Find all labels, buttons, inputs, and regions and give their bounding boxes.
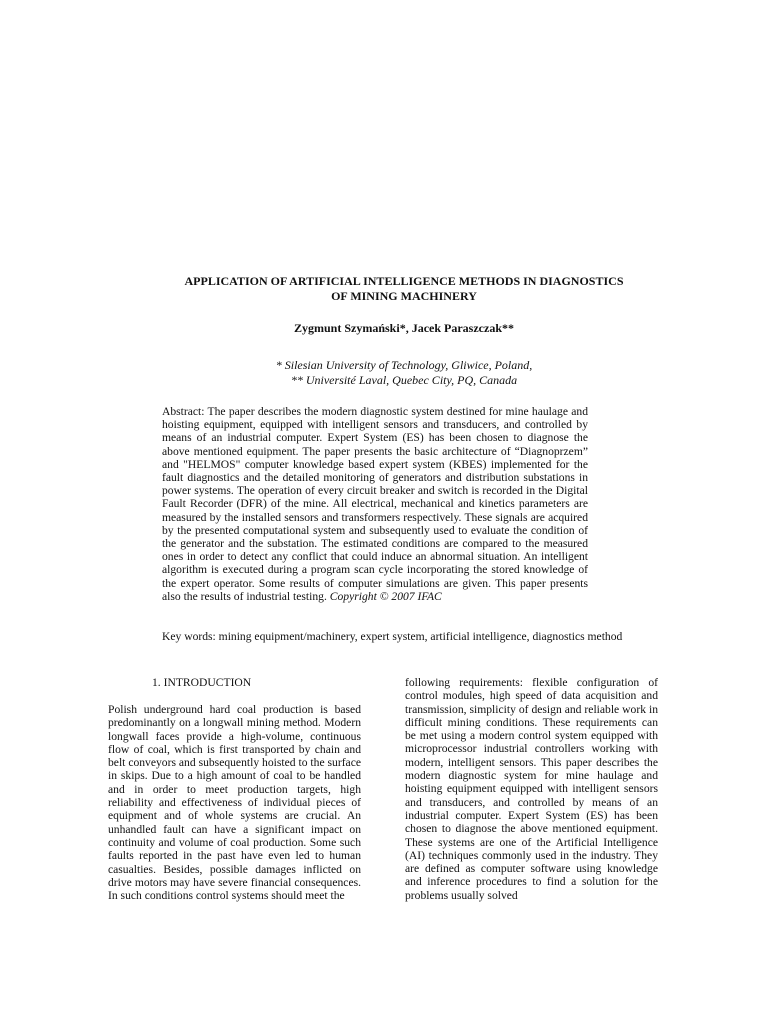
author-affiliations [130, 358, 678, 388]
introduction-text-right: following requirements: flexible configuration of control modules, high speed of data acquisition and transmission, simplicity of design and reliable work in difficult mining conditions. These requirements can be met using a modern control system equipped with microprocessor industrial controllers working with modern, intelligent sensors. This paper describes the modern diagnostic system for mine haulage and hoisting equipment equipped with intelligent sensors and transducers, and controlled by means of an industrial computer. Expert System (ES) has been chosen to diagnose the above mentioned equipment. These systems are one of the Artificial Intelligence (AI) techniques commonly used in the industry. They are defined as computer software using knowledge and inference procedures to find a solution for the problems usually solved [405, 676, 658, 902]
keywords: Key words: mining equipment/machinery, expert system, artificial intelligence, diagnostics method [162, 630, 623, 643]
title-line-2: OF MINING MACHINERY [331, 289, 477, 303]
paper-title [130, 274, 678, 304]
left-column [108, 676, 361, 902]
introduction-text-left: Polish underground hard coal production is based predominantly on a longwall mining method. Modern longwall faces provide a high-volume, continuous flow of coal, which is first transported by chain and belt conveyors and subsequently hoisted to the surface in skips. Due to a high amount of coal to be handled and in order to meet production targets, high reliability and effectiveness of individual pieces of equipment and of whole systems are crucial. An unhandled fault can have a significant impact on continuity and volume of coal production. Some such faults reported in the past have even led to human casualties. Besides, possible damages inflicted on drive motors may have severe financial consequences. In such conditions control systems should meet the [108, 703, 361, 903]
right-column [405, 676, 658, 902]
affiliation-2: ** Université Laval, Quebec City, PQ, Canada [290, 373, 518, 387]
paper-authors: Zygmunt Szymański*, Jacek Paraszczak** [294, 321, 514, 335]
abstract [162, 405, 588, 603]
affiliation-1: * Silesian University of Technology, Gliwice, Poland, [275, 358, 533, 372]
title-line-1: APPLICATION OF ARTIFICIAL INTELLIGENCE METHODS IN DIAGNOSTICS [184, 274, 624, 288]
section-heading-introduction: 1. INTRODUCTION [152, 676, 252, 689]
copyright-notice: Copyright © 2007 IFAC [329, 589, 442, 603]
abstract-text: Abstract: The paper describes the modern diagnostic system destined for mine haulage and hoisting equipment, equipped with intelligent sensors and transducers, and controlled by means of an industrial computer. Expert System (ES) has been chosen to diagnose the above mentioned equipment. The paper presents the basic architecture of “Diagnoprzem” and "HELMOS" computer knowledge based expert system (KBES) implemented for the fault diagnostics and the detailed monitoring of generators and distribution substations in power systems. The operation of every circuit breaker and switch is recorded in the Digital Fault Recorder (DFR) of the mine. All electrical, mechanical and kinetics parameters are measured by the installed sensors and transformers respectively. These signals are acquired by the presented computational system and subsequently used to evaluate the condition of the generator and the substation. The estimated conditions are compared to the measured ones in order to detect any conflict that could induce an abnormal situation. An intelligent algorithm is executed during a program scan cycle incorporating the stored knowledge of the expert operator. Some results of computer simulations are given. This paper presents also the results of industrial testing. [162, 405, 588, 603]
